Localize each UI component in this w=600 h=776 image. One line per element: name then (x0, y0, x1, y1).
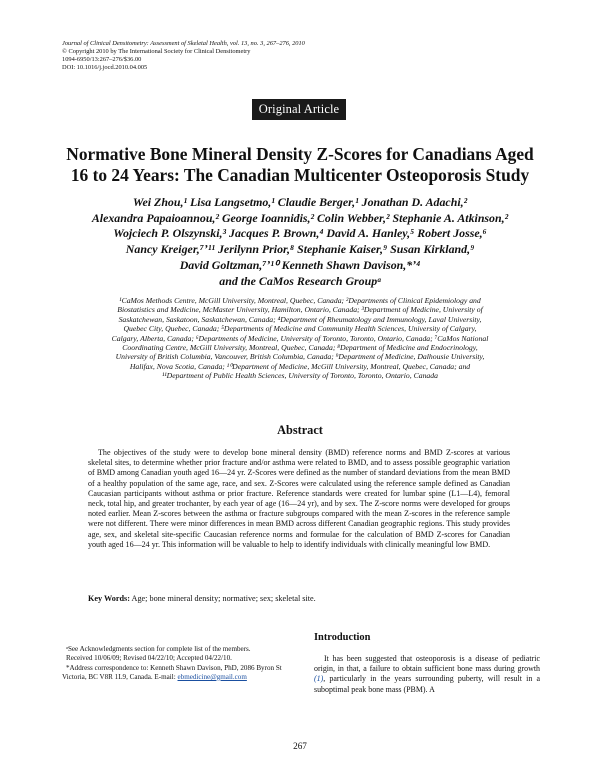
article-title (40, 144, 560, 186)
journal-citation: Journal of Clinical Densitometry: Assessment of Skeletal Health, vol. 13, no. 3, 267–276, 2010 (62, 40, 305, 47)
affiliation-line: ¹¹Department of Public Health Sciences, University of Toronto, Toronto, Ontario, Canada (162, 371, 438, 381)
correspondence-address: *Address correspondence to: Kenneth Shawn Davison, PhD, 2086 Byron St Victoria, BC V8R 1L9, Canada. E-mail: (62, 663, 282, 681)
abstract-heading: Abstract (277, 423, 323, 437)
keywords-label: Key Words: (88, 594, 130, 603)
keywords-list: Age; bone mineral density; normative; sex; skeletal site. (131, 594, 316, 603)
author-line: David Goltzman,⁷ʼ¹⁰ Kenneth Shawn Davison,*ʼ⁴ (179, 257, 421, 272)
journal-copyright: © Copyright 2010 by The International Society for Clinical Densitometry (62, 48, 251, 55)
article-type-banner: Original Article (252, 99, 346, 120)
abstract-text: The objectives of the study were to develop bone mineral density (BMD) reference norms and BMD Z-scores at various skeletal sites, to determine whether prior fracture and/or asthma were related to BMD, and to assess possible geographic variation of BMD among Canadian youth aged 16—24 yr. Z-Scores were defined as the number of standard deviations from the mean BMD of a healthy population of the same age, race, and sex. Z-Scores were calculated using the reference sample defined as Canadian Caucasian participants without asthma or prior fracture. Reference standards were created for lumbar spine (L1—L4), femoral neck, total hip, and greater trochanter, by each year of age (16—24 yr), and by sex. The Z-score norms were developed for groups noted earlier. Mean Z-scores between the asthma or fracture subgroups compared with the mean Z-scores in the reference sample were not different. There were minor differences in mean BMD across different Canadian geographic regions. This study provides age, sex, and skeletal site-specific Caucasian reference norms and formulae for the calculation of BMD Z-scores for Canadian youth aged 16—24 yr. This information will be valuable to help to identify individuals with clinically meaningful low BMD. (88, 448, 510, 549)
page-number: 267 (293, 741, 307, 751)
title-line-2: 16 to 24 Years: The Canadian Multicenter Osteoporosis Study (70, 165, 530, 185)
affiliation-line: Calgary, Alberta, Canada; ⁶Departments of Medicine, University of Toronto, Toronto, Ontario, Canada; ⁷CaMos National (111, 333, 489, 343)
reference-link[interactable]: (1) (314, 674, 324, 684)
affiliation-line: Halifax, Nova Scotia, Canada; ¹⁰Department of Medicine, McGill University, Montreal, Quebec, Canada; and (129, 361, 471, 371)
received-dates: Received 10/06/09; Revised 04/22/10; Accepted 04/22/10. (66, 654, 232, 663)
author-line: Wojciech P. Olszynski,³ Jacques P. Brown,⁴ David A. Hanley,⁵ Robert Josse,⁶ (113, 226, 487, 241)
intro-text-part: , particularly in the years surrounding puberty, will result in a suboptimal peak bone mass (PBM). A (314, 674, 540, 694)
affiliations (60, 296, 540, 381)
affiliation-line: Quebec City, Quebec, Canada; ⁵Departments of Medicine and Community Health Sciences, University of Calgary, (123, 324, 477, 334)
title-line-1: Normative Bone Mineral Density Z-Scores for Canadians Aged (66, 144, 534, 164)
journal-header (62, 40, 482, 72)
journal-issn: 1094-6950/13:267–276/$36.00 (62, 56, 142, 63)
correspondence-note (62, 664, 302, 683)
affiliation-line: ¹CaMos Methods Centre, McGill University, Montreal, Quebec, Canada; ²Departments of Clinical Epidemiology and (119, 296, 481, 305)
author-list (40, 195, 560, 289)
introduction-heading: Introduction (314, 632, 371, 643)
affiliation-line: Saskatchewan, Saskatoon, Saskatchewan, Canada; ⁴Department of Rheumatology and Immunology, Laval University, (118, 314, 482, 324)
journal-doi: DOI: 10.1016/j.jocd.2010.04.005 (62, 64, 148, 71)
footnote-group: ᵃSee Acknowledgments section for complete list of the members. (66, 645, 251, 653)
intro-text-part: It has been suggested that osteoporosis is a disease of pediatric origin, in that, a failure to obtain sufficient bone mass during growth (314, 654, 540, 674)
author-line: Alexandra Papaioannou,² George Ioannidis,² Colin Webber,² Stephanie A. Atkinson,² (91, 210, 509, 225)
affiliation-line: Biostatistics and Medicine, McMaster University, Hamilton, Ontario, Canada; ³Department of Medicine, University of (117, 305, 483, 315)
author-line: Wei Zhou,¹ Lisa Langsetmo,¹ Claudie Berger,¹ Jonathan D. Adachi,² (132, 195, 468, 209)
introduction-text (314, 654, 540, 695)
affiliation-line: Coordinating Centre, McGill University, Montreal, Quebec, Canada; ⁸Department of Medicine and Endocrinology, (122, 343, 478, 353)
email-link[interactable]: ebmedicine@gmail.com (177, 672, 247, 681)
author-line: and the CaMos Research Groupᵃ (219, 273, 381, 288)
footnotes (62, 645, 302, 682)
affiliation-line: University of British Columbia, Vancouver, British Columbia, Canada; ⁹Department of Medicine, Dalhousie University, (115, 352, 485, 362)
author-line: Nancy Kreiger,⁷ʼ¹¹ Jerilynn Prior,⁸ Stephanie Kaiser,⁹ Susan Kirkland,⁹ (125, 242, 475, 257)
keywords (88, 594, 518, 603)
